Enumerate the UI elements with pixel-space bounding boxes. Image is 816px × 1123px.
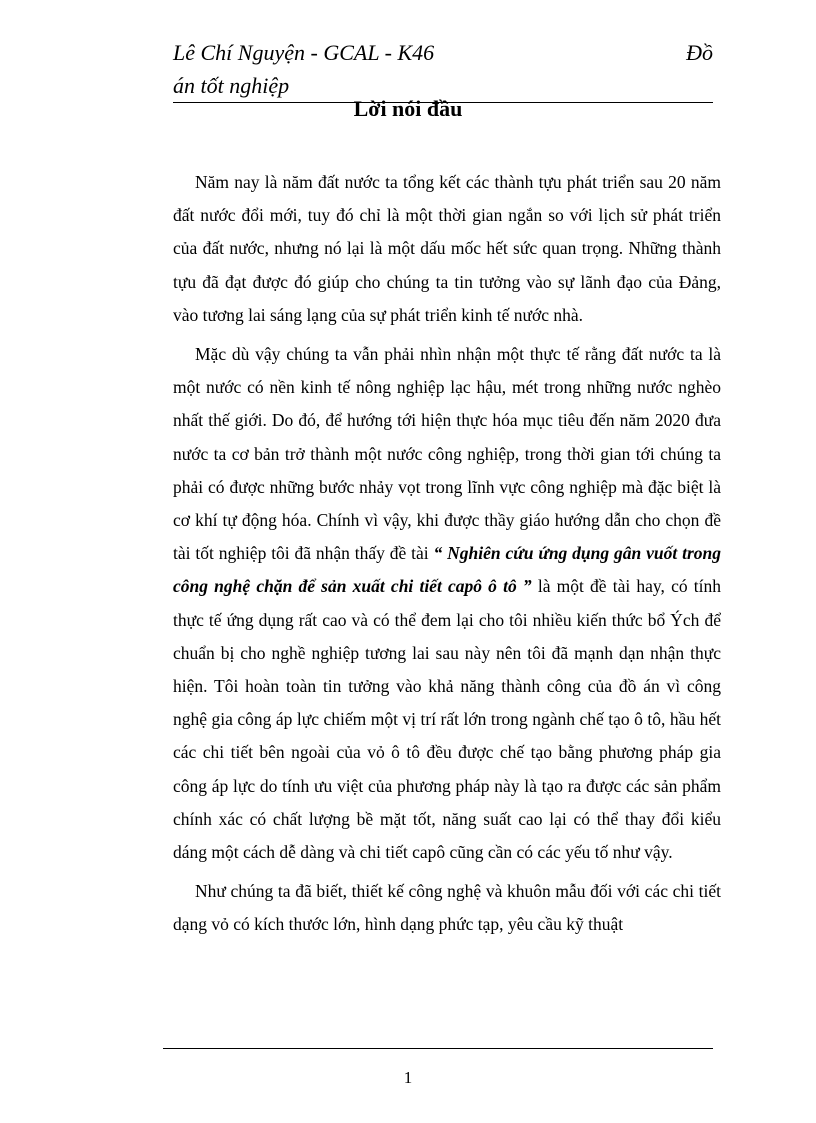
paragraph-3: Như chúng ta đã biết, thiết kế công nghệ và khuôn mẫu đối với các chi tiết dạng vỏ có kích thước lớn, hình dạng phức tạp, yêu cầu kỹ thuật: [173, 881, 721, 935]
thesis-topic: “ Nghiên cứu ứng dụng gân vuốt trong công nghệ chặn để sản xuất chi tiết capô ô tô ”: [173, 543, 721, 597]
footer-divider: [163, 1048, 713, 1049]
paragraph-2-part-b: là một đề tài hay, có tính thực tế ứng dụng rất cao và có thể đem lại cho tôi nhiều kiến thức bổ Ých để chuẩn bị cho nghề nghiệp tương lai sau này nên tôi đã mạnh dạn nhận thực hiện. Tôi hoàn toàn tin tưởng vào khả năng thành công của đồ án vì công nghệ gia công áp lực chiếm một vị trí rất lớn trong ngành chế tạo ô tô, hầu hết các chi tiết bên ngoài của vỏ ô tô đều được chế tạo bằng phương pháp gia công áp lực do tính ưu việt của phương pháp này là tạo ra được các sản phẩm chính xác có chất lượng bề mặt tốt, năng suất cao lại có thể thay đổi kiểu dáng một cách dễ dàng và chi tiết capô cũng cần có các yếu tố như vậy.: [173, 576, 721, 863]
page-header: [173, 36, 713, 103]
page-title: Lời nói đầu: [353, 96, 463, 121]
paragraph-1: Năm nay là năm đất nước ta tổng kết các thành tựu phát triển sau 20 năm đất nước đổi mới, tuy đó chỉ là một thời gian ngắn so với lịch sử phát triển của đất nước, nhưng nó lại là một dấu mốc hết sức quan trọng. Những thành tựu đã đạt được đó giúp cho chúng ta tin tưởng vào sự lãnh đạo của Đảng, vào tương lai sáng lạng của sự phát triển kinh tế nước nhà.: [173, 172, 721, 325]
paragraph-2: [173, 338, 721, 869]
document-body: [173, 166, 721, 948]
header-right: Đồ: [686, 40, 713, 65]
header-line2: án tốt nghiệp: [173, 73, 290, 98]
header-author: Lê Chí Nguyện - GCAL - K46: [173, 40, 435, 65]
page-number: 1: [403, 1068, 413, 1087]
paragraph-2-part-a: Mặc dù vậy chúng ta vẫn phải nhìn nhận một thực tế rằng đất nước ta là một nước có nền kinh tế nông nghiệp lạc hậu, mét trong những nước nghèo nhất thế giới. Do đó, để hướng tới hiện thực hóa mục tiêu đến năm 2020 đưa nước ta cơ bản trở thành một nước công nghiệp, trong thời gian tới chúng ta phải có được những bước nhảy vọt trong lĩnh vực công nghiệp mà đặc biệt là cơ khí tự động hóa. Chính vì vậy, khi được thầy giáo hướng dẫn cho chọn đề tài tốt nghiệp tôi đã nhận thấy đề tài: [173, 344, 721, 564]
